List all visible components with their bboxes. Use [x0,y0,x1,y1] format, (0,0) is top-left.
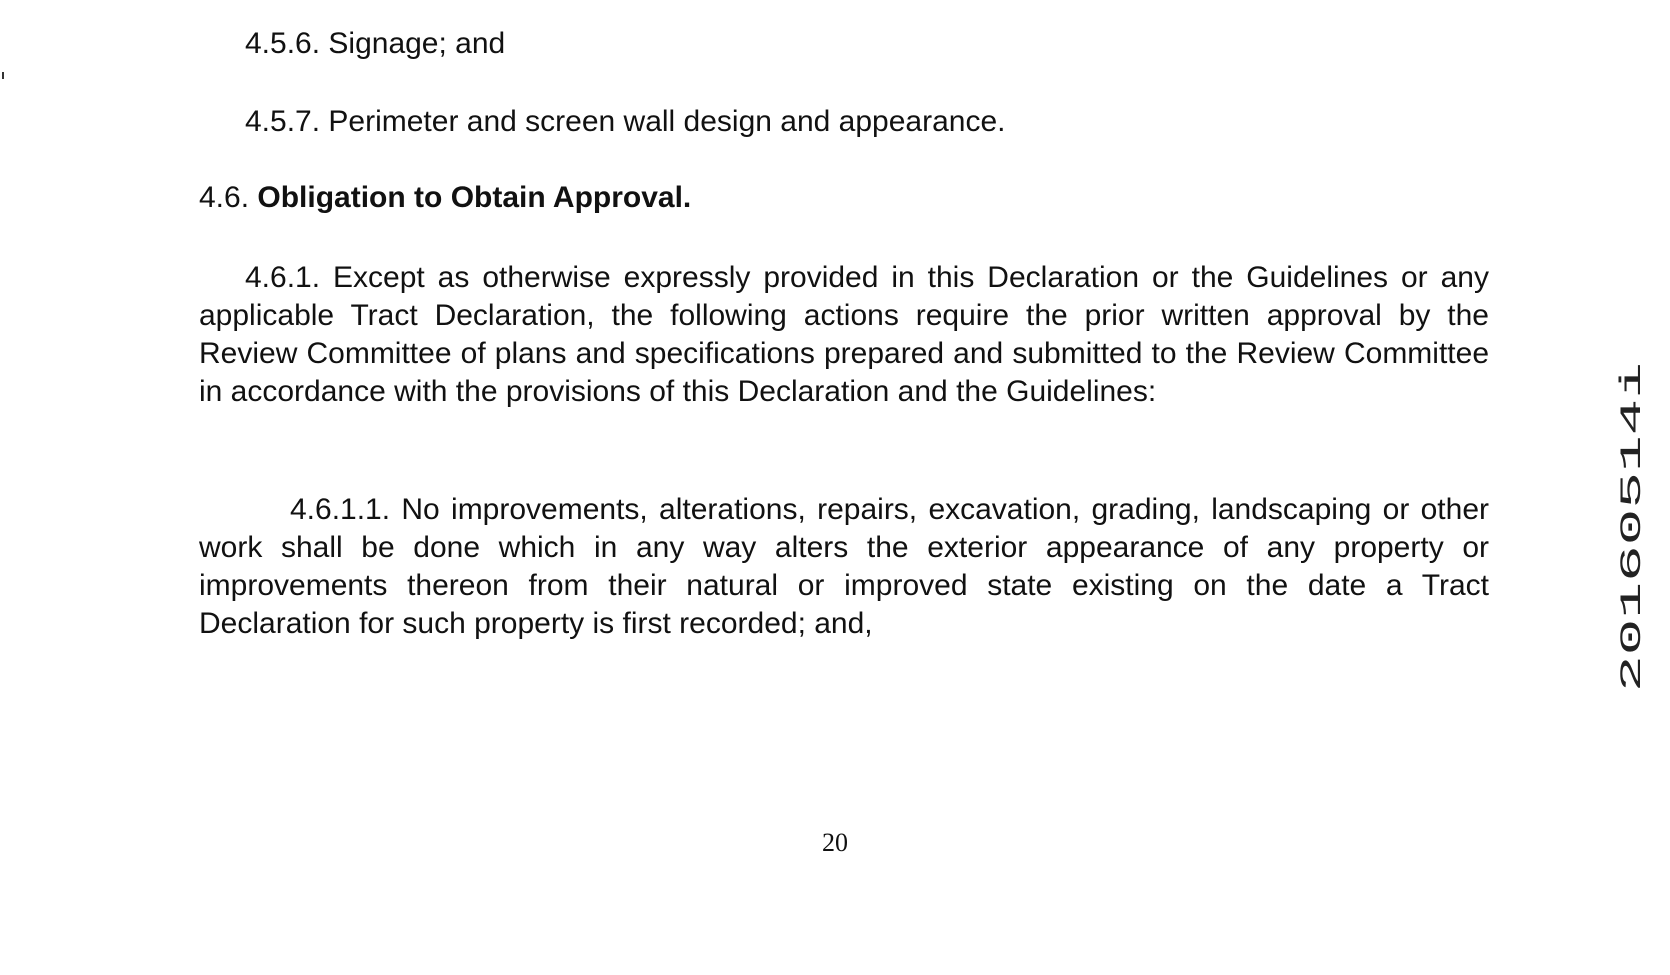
scan-artifact-mark [2,72,4,79]
item-4-5-7: 4.5.7. Perimeter and screen wall design and appearance. [245,105,1006,138]
recording-number-stamp-text: 20160514i [1616,529,1650,692]
item-4-5-6: 4.5.6. Signage; and [245,27,506,60]
section-4-6-heading [199,179,691,217]
recording-number-stamp [1608,354,1656,694]
paragraph-4-6-1: 4.6.1. Except as otherwise expressly provided in this Declaration or the Guidelines or any applicable Tract Declaration, the following actions require the prior written approval by the Review Committee of plans and specifications prepared and submitted to the Review Committee in accordance with the provisions of this Declaration and the Guidelines: [199,261,1489,408]
paragraph-4-6-1-1: 4.6.1.1. No improvements, alterations, repairs, excavation, grading, landscaping or other work shall be done which in any way alters the exterior appearance of any property or improvements thereon from their natural or improved state existing on the date a Tract Declaration for such property is first recorded; and, [199,493,1489,640]
section-4-6-number: 4.6. [199,181,250,214]
page-number: 20 [822,828,848,857]
section-4-6-title: Obligation to Obtain Approval. [257,181,692,214]
